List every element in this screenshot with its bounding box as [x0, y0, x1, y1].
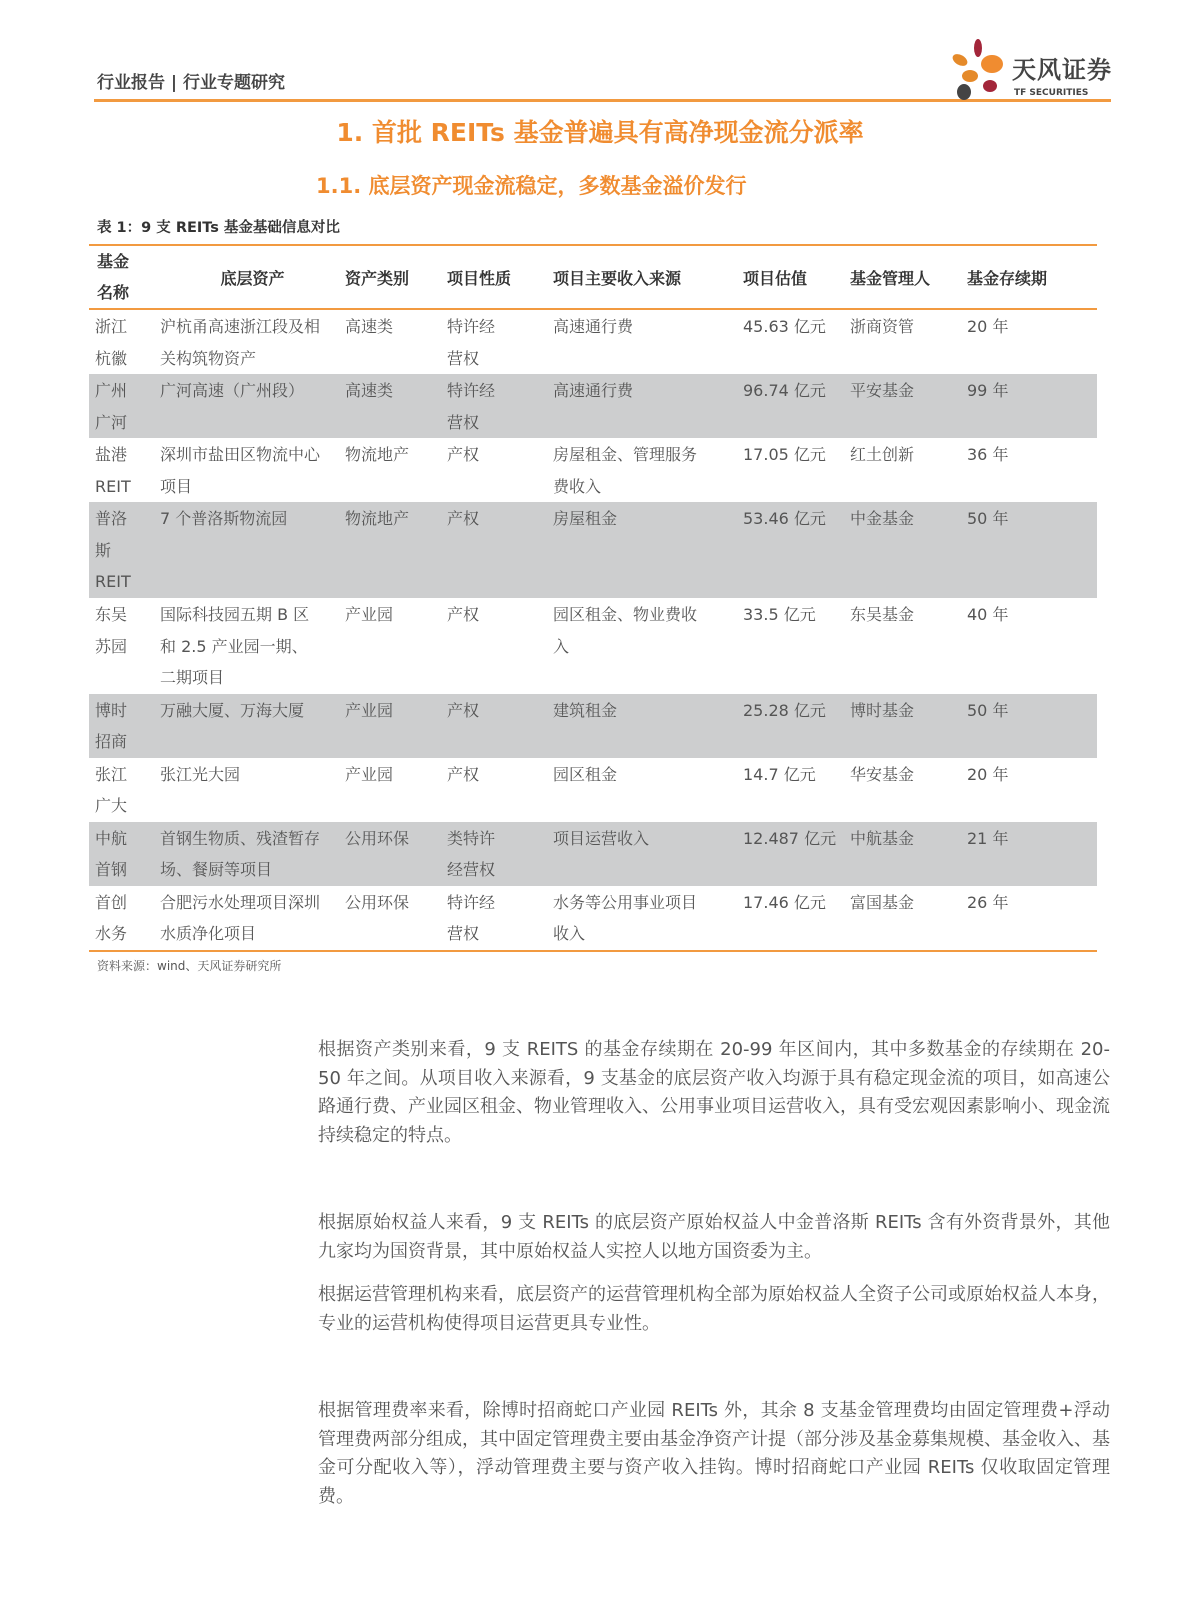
cell-text: 高速通行费 [553, 317, 634, 336]
table-cell [850, 309, 967, 374]
table-cell [967, 438, 1097, 502]
cell-text: 53.46 亿元 [743, 509, 826, 528]
table-cell [345, 309, 447, 374]
table-cell [850, 694, 967, 758]
table-cell [731, 694, 850, 758]
cell-text: 50 年 [967, 509, 1009, 528]
cell-text: 中金基金 [850, 509, 915, 528]
header-text: 基金名称 [97, 252, 130, 302]
table-cell [160, 694, 345, 758]
cell-text: 建筑租金 [553, 700, 618, 720]
table-row [89, 822, 1097, 886]
table-cell [731, 598, 850, 694]
col-header-fund-name [89, 245, 160, 309]
cell-text: 水务等公用事业项目收入 [553, 892, 698, 943]
cell-text: 40 年 [967, 605, 1009, 624]
tf-securities-logo-icon [948, 38, 1008, 102]
paragraph: 根据管理费率来看，除博时招商蛇口产业园 REITs 外，其余 8 支基金管理费均由固定管理费+浮动管理费两部分组成，其中固定管理费主要由基金净资产计提（部分涉及基金募集规模、基金收入、基金可分配收入等），浮动管理费主要与资产收入挂钩。博时招商蛇口产业园 REITs 仅收取固定管理费。 [318, 1400, 1110, 1507]
cell-text: 张江广大 [95, 764, 128, 815]
cell-text: 园区租金 [553, 764, 618, 784]
cell-text: 物流地产 [345, 509, 410, 528]
cell-text: 物流地产 [345, 445, 410, 464]
cell-text: 首钢生物质、残渣暂存场、餐厨等项目 [160, 828, 321, 879]
table-cell [345, 438, 447, 502]
cell-text: 广州广河 [95, 381, 128, 432]
table-cell [553, 694, 731, 758]
table-cell [345, 886, 447, 951]
table-cell [160, 309, 345, 374]
table-cell [89, 694, 160, 758]
cell-text: 类特许经营权 [447, 828, 496, 879]
cell-text: 东吴基金 [850, 605, 915, 624]
table-cell [160, 502, 345, 598]
col-header-asset: 底层资产 [160, 245, 345, 309]
cell-text: 产权 [447, 605, 480, 624]
cell-text: 20 年 [967, 764, 1009, 784]
table-cell [447, 598, 553, 694]
cell-text: 特许经营权 [447, 381, 496, 432]
table-cell [89, 822, 160, 886]
table-cell [160, 758, 345, 822]
cell-text: 特许经营权 [447, 317, 496, 368]
cell-text: 公用环保 [345, 828, 410, 848]
cell-text: 产权 [447, 764, 480, 784]
table-cell [160, 374, 345, 438]
table-cell [345, 374, 447, 438]
cell-text: 产权 [447, 445, 480, 464]
cell-text: 12.487 亿元 [743, 828, 837, 848]
table-cell [731, 309, 850, 374]
cell-text: 张江光大园 [160, 764, 241, 784]
table-cell [850, 822, 967, 886]
cell-text: 33.5 亿元 [743, 605, 816, 624]
cell-text: 平安基金 [850, 381, 915, 400]
cell-text: 项目运营收入 [553, 828, 650, 848]
table-cell [89, 598, 160, 694]
table-cell [447, 309, 553, 374]
table-cell [553, 309, 731, 374]
table-cell [447, 758, 553, 822]
table-cell [447, 502, 553, 598]
table-cell [447, 822, 553, 886]
cell-text: 华安基金 [850, 764, 915, 784]
cell-text: 14.7 亿元 [743, 764, 816, 784]
table-header-row [89, 245, 1097, 309]
table-cell [447, 694, 553, 758]
cell-text: 房屋租金 [553, 509, 618, 528]
table-row [89, 438, 1097, 502]
col-header-asset-type: 资产类别 [345, 245, 447, 309]
table-cell [553, 502, 731, 598]
table-cell [89, 502, 160, 598]
paragraph: 根据资产类别来看，9 支 REITS 的基金存续期在 20-99 年区间内，其中多数基金的存续期在 20-50 年之间。从项目收入来源看，9 支基金的底层资产收入均源于具有稳定现金流的项目，如高速公路通行费、产业园区租金、物业管理收入、公用事业项目运营收入，具有受宏观因素影响小、现金流持续稳定的特点。 [318, 1039, 1110, 1146]
table-cell [553, 822, 731, 886]
cell-text: 深圳市盐田区物流中心项目 [160, 445, 321, 496]
table-cell [160, 822, 345, 886]
table-cell [447, 438, 553, 502]
table-section [89, 244, 1097, 974]
table-cell [967, 822, 1097, 886]
table-cell [160, 886, 345, 951]
table-cell [850, 502, 967, 598]
section-title: 1. 首批 REITs 基金普遍具有高净现金流分派率 [336, 118, 864, 147]
body-text [318, 1036, 1110, 1511]
table-cell [160, 598, 345, 694]
table-row [89, 309, 1097, 374]
table-cell [553, 438, 731, 502]
cell-text: 产权 [447, 509, 480, 528]
cell-text: 高速通行费 [553, 381, 634, 400]
cell-text: 产业园 [345, 700, 394, 720]
section-subtitle: 1.1. 底层资产现金流稳定，多数基金溢价发行 [316, 174, 747, 198]
table-cell [553, 886, 731, 951]
table-cell [967, 374, 1097, 438]
paragraph: 根据原始权益人来看，9 支 REITs 的底层资产原始权益人中金普洛斯 REITs 含有外资背景外，其他九家均为国资背景，其中原始权益人实控人以地方国资委为主。 [318, 1212, 1110, 1262]
cell-text: 96.74 亿元 [743, 381, 826, 400]
cell-text: 广河高速（广州段） [160, 381, 305, 400]
paragraph: 根据运营管理机构来看，底层资产的运营管理机构全部为原始权益人全资子公司或原始权益人本身，专业的运营机构使得项目运营更具专业性。 [318, 1284, 1110, 1334]
cell-text: 园区租金、物业费收入 [553, 605, 698, 656]
table-cell [850, 374, 967, 438]
table-cell [345, 598, 447, 694]
table-cell [553, 758, 731, 822]
cell-text: 红土创新 [850, 445, 915, 464]
table-row [89, 886, 1097, 951]
table-row [89, 502, 1097, 598]
table-cell [967, 694, 1097, 758]
cell-text: 99 年 [967, 381, 1009, 400]
cell-text: 普洛斯 REIT [95, 509, 131, 591]
cell-text: 17.46 亿元 [743, 892, 826, 912]
table-row [89, 758, 1097, 822]
table-caption: 表 1：9 支 REITs 基金基础信息对比 [97, 220, 340, 236]
cell-text: 50 年 [967, 700, 1009, 720]
cell-text: 特许经营权 [447, 892, 496, 943]
reits-comparison-table [89, 244, 1097, 952]
table-cell [731, 502, 850, 598]
table-cell [850, 758, 967, 822]
table-cell [731, 374, 850, 438]
cell-text: 25.28 亿元 [743, 700, 826, 720]
col-header-duration: 基金存续期 [967, 245, 1097, 309]
table-cell [89, 309, 160, 374]
table-cell [731, 886, 850, 951]
table-cell [967, 502, 1097, 598]
table-cell [160, 438, 345, 502]
cell-text: 富国基金 [850, 892, 915, 912]
cell-text: 万融大厦、万海大厦 [160, 700, 305, 720]
col-header-manager: 基金管理人 [850, 245, 967, 309]
cell-text: 浙江杭徽 [95, 317, 128, 368]
cell-text: 首创水务 [95, 892, 128, 943]
cell-text: 博时基金 [850, 700, 915, 720]
table-cell [850, 598, 967, 694]
table-cell [967, 886, 1097, 951]
cell-text: 产业园 [345, 764, 394, 784]
cell-text: 产权 [447, 700, 480, 720]
col-header-valuation: 项目估值 [731, 245, 850, 309]
table-cell [345, 694, 447, 758]
logo-text-en: TF SECURITIES [1014, 88, 1089, 98]
table-row [89, 694, 1097, 758]
table-cell [850, 886, 967, 951]
cell-text: 21 年 [967, 828, 1009, 848]
cell-text: 高速类 [345, 381, 394, 400]
col-header-income-source: 项目主要收入来源 [553, 245, 731, 309]
cell-text: 高速类 [345, 317, 394, 336]
cell-text: 沪杭甬高速浙江段及相关构筑物资产 [160, 317, 321, 368]
table-row [89, 374, 1097, 438]
table-cell [447, 374, 553, 438]
table-cell [850, 438, 967, 502]
table-cell [89, 374, 160, 438]
cell-text: 东吴苏园 [95, 605, 128, 656]
table-cell [553, 374, 731, 438]
table-row [89, 598, 1097, 694]
table-cell [345, 502, 447, 598]
table-cell [731, 758, 850, 822]
cell-text: 45.63 亿元 [743, 317, 826, 336]
cell-text: 房屋租金、管理服务费收入 [553, 445, 698, 496]
cell-text: 产业园 [345, 605, 394, 624]
table-cell [731, 822, 850, 886]
cell-text: 公用环保 [345, 892, 410, 912]
table-cell [89, 886, 160, 951]
cell-text: 国际科技园五期 B 区和 2.5 产业园一期、二期项目 [160, 605, 310, 687]
cell-text: 7 个普洛斯物流园 [160, 509, 288, 528]
cell-text: 盐港 REIT [95, 445, 131, 496]
table-cell [345, 758, 447, 822]
table-cell [967, 309, 1097, 374]
cell-text: 中航首钢 [95, 828, 128, 879]
logo-text-cn: 天风证券 [1012, 56, 1112, 84]
cell-text: 中航基金 [850, 828, 915, 848]
table-cell [553, 598, 731, 694]
table-cell [967, 758, 1097, 822]
table-cell [89, 758, 160, 822]
table-source: 资料来源：wind、天风证券研究所 [97, 958, 282, 973]
cell-text: 20 年 [967, 317, 1009, 336]
col-header-nature: 项目性质 [447, 245, 553, 309]
cell-text: 26 年 [967, 892, 1009, 912]
cell-text: 36 年 [967, 445, 1009, 464]
cell-text: 博时招商 [95, 700, 128, 751]
table-cell [731, 438, 850, 502]
report-type-header: 行业报告 | 行业专题研究 [97, 73, 286, 93]
cell-text: 17.05 亿元 [743, 445, 826, 464]
table-cell [345, 822, 447, 886]
table-cell [89, 438, 160, 502]
cell-text: 合肥污水处理项目深圳水质净化项目 [160, 892, 321, 943]
table-cell [447, 886, 553, 951]
cell-text: 浙商资管 [850, 317, 915, 336]
table-cell [967, 598, 1097, 694]
